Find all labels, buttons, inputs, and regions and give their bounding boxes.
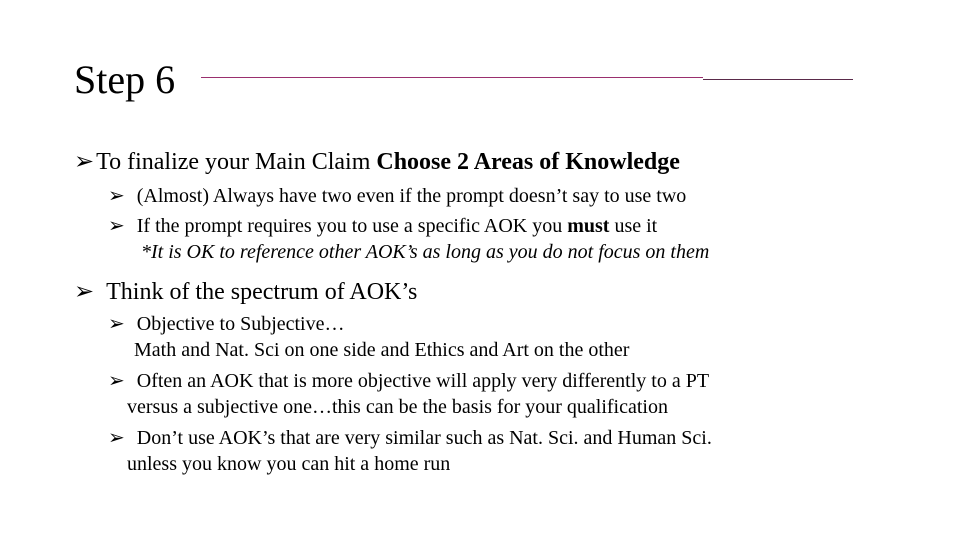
- sub-bullet-text: (Almost) Always have two even if the prompt doesn’t say to use two: [136, 185, 687, 207]
- arrow-bullet-icon: ➢: [108, 370, 125, 392]
- sub-bullet-specific-aok: [108, 214, 657, 238]
- sub-bullet-text: Objective to Subjective…: [136, 313, 345, 335]
- sub-bullet-continuation: Math and Nat. Sci on one side and Ethics and Art on the other: [134, 339, 630, 361]
- arrow-bullet-icon: ➢: [108, 427, 125, 449]
- slide-title: Step 6: [74, 57, 176, 102]
- sub-bullet-bold: must: [567, 215, 610, 237]
- bullet-text-bold: Choose 2 Areas of Knowledge: [376, 149, 680, 175]
- note-italic: *It is OK to reference other AOK’s as long as you do not focus on them: [141, 241, 710, 263]
- title-rule: [201, 77, 703, 78]
- sub-bullet-continuation: unless you know you can hit a home run: [127, 453, 451, 475]
- sub-bullet-objective: [108, 312, 345, 336]
- note-text: [141, 240, 709, 264]
- sub-bullet-continuation: versus a subjective one…this can be the basis for your qualification: [127, 396, 668, 418]
- sub-bullet-text: Often an AOK that is more objective will apply very differently to a PT: [136, 370, 710, 392]
- sub-bullet-almost-always: [108, 184, 686, 208]
- bullet-text: Think of the spectrum of AOK’s: [106, 279, 418, 305]
- sub-bullet-often: [108, 369, 709, 393]
- arrow-bullet-icon: ➢: [108, 313, 125, 335]
- sub-bullet-text: If the prompt requires you to use a specific AOK you: [136, 215, 568, 237]
- bullet-spectrum: [74, 278, 417, 306]
- arrow-bullet-icon: ➢: [74, 149, 95, 175]
- sub-bullet-text-end: use it: [609, 215, 658, 237]
- sub-bullet-text: Don’t use AOK’s that are very similar such as Nat. Sci. and Human Sci.: [136, 427, 712, 449]
- bullet-main-claim: [74, 148, 680, 176]
- sub-bullet-dont-use: [108, 426, 712, 450]
- title-rule-end: [703, 79, 853, 80]
- bullet-text: To finalize your Main Claim: [96, 149, 377, 175]
- arrow-bullet-icon: ➢: [108, 185, 125, 207]
- arrow-bullet-icon: ➢: [108, 215, 125, 237]
- arrow-bullet-icon: ➢: [74, 279, 95, 305]
